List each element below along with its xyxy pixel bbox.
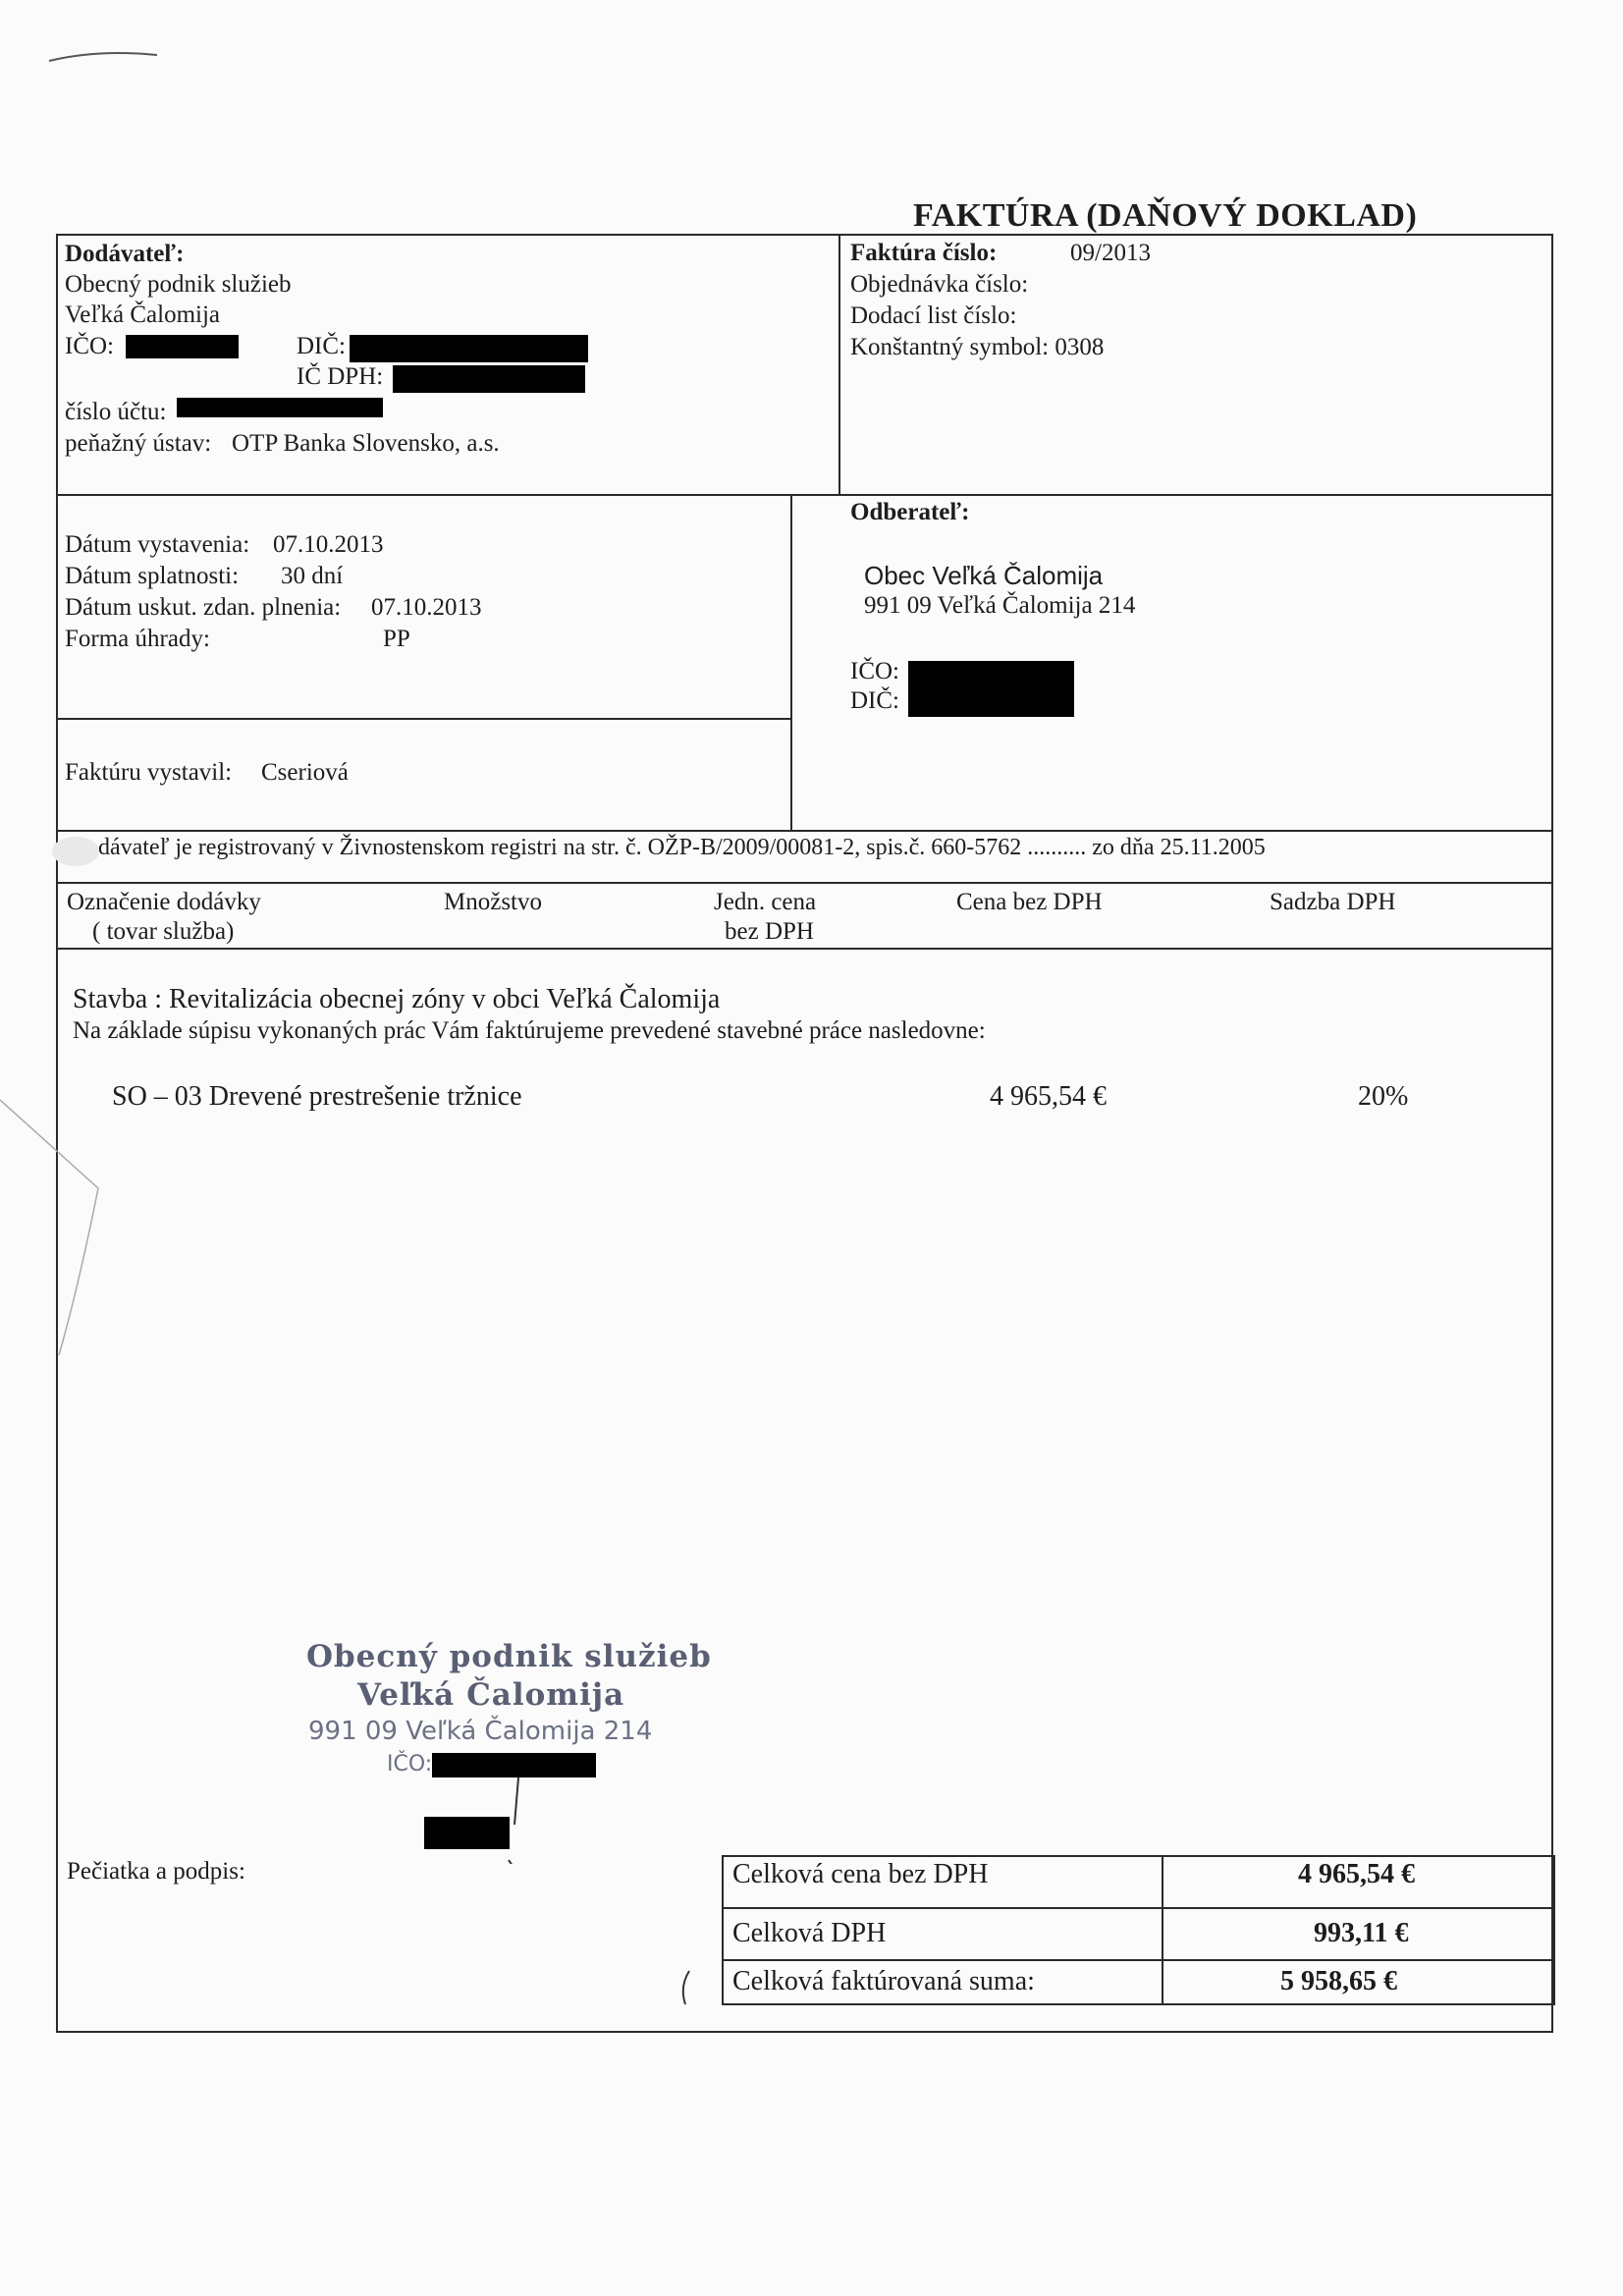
supplier-bank-value: OTP Banka Slovensko, a.s. [232, 430, 500, 457]
invoice-number-value: 09/2013 [1070, 240, 1151, 266]
col-unit-price-label-2: bez DPH [725, 918, 814, 945]
payment-method-value: PP [383, 626, 410, 652]
header-vertical-divider [839, 234, 840, 494]
due-date-value: 30 dní [281, 563, 344, 589]
customer-name: Obec Veľká Čalomija [864, 561, 1104, 590]
item-price: 4 965,54 € [990, 1081, 1107, 1112]
registry-note: dávateľ je registrovaný v Živnostenskom registri na str. č. OŽP-B/2009/00081-2, spis.č. 660-5762 .......... zo dňa 25.11.2005 [98, 835, 1266, 860]
redaction-bar [350, 335, 588, 362]
issued-by-label: Faktúru vystavil: [65, 759, 233, 786]
stamp-line-3: 991 09 Veľká Čalomija 214 [308, 1717, 653, 1746]
supplier-dic-label: DIČ: [297, 333, 346, 359]
totals-row-divider [722, 1907, 1555, 1909]
redaction-bar [432, 1753, 596, 1777]
taxable-date-value: 07.10.2013 [371, 594, 482, 621]
redaction-bar [126, 335, 239, 358]
paper-tear-mark [52, 837, 99, 866]
issue-date-value: 07.10.2013 [273, 531, 384, 558]
supplier-bank-label: peňažný ústav: [65, 430, 212, 457]
issue-date-label: Dátum vystavenia: [65, 531, 250, 558]
signature-stroke [491, 1776, 530, 1864]
total-sum-value: 5 958,65 € [1280, 1966, 1397, 1996]
redaction-bar [393, 365, 585, 393]
col-quantity-label: Množstvo [444, 889, 542, 915]
frame-bottom-line [56, 2031, 1553, 2033]
dates-bottom-line [56, 718, 792, 720]
customer-address: 991 09 Veľká Čalomija 214 [864, 592, 1136, 619]
stamp-line-1: Obecný podnik služieb [306, 1639, 712, 1674]
total-vat-label: Celková DPH [732, 1918, 887, 1948]
paper-fold-edge [0, 1041, 108, 1434]
supplier-ic-dph-label: IČ DPH: [297, 363, 384, 390]
project-title: Stavba : Revitalizácia obecnej zóny v obci Veľká Čalomija [73, 984, 721, 1014]
total-vat-value: 993,11 € [1314, 1918, 1409, 1948]
registry-top-line [56, 830, 1553, 832]
redaction-bar [908, 661, 1074, 717]
issued-by-value: Cseriová [261, 759, 349, 786]
item-vat-rate: 20% [1358, 1081, 1409, 1112]
header-bottom-line [56, 494, 1553, 496]
total-net-label: Celková cena bez DPH [732, 1859, 989, 1889]
total-net-value: 4 965,54 € [1298, 1859, 1415, 1889]
supplier-account-label: číslo účtu: [65, 399, 167, 425]
taxable-date-label: Dátum uskut. zdan. plnenia: [65, 594, 342, 621]
col-item-label-2: ( tovar služba) [92, 918, 235, 945]
totals-row-divider [722, 1959, 1555, 1961]
order-number-label: Objednávka číslo: [850, 271, 1029, 298]
payment-method-label: Forma úhrady: [65, 626, 210, 652]
table-header-bottom-line [56, 948, 1553, 950]
col-unit-price-label-1: Jedn. cena [714, 889, 817, 915]
stamp-ico-label: IČO: [387, 1752, 433, 1777]
col-price-label: Cena bez DPH [956, 889, 1103, 915]
totals-column-divider [1162, 1855, 1163, 2005]
redaction-bar [177, 398, 383, 417]
invoice-number-label: Faktúra číslo: [850, 240, 998, 266]
supplier-town: Veľká Čalomija [65, 301, 221, 328]
total-sum-label: Celková faktúrovaná suma: [732, 1966, 1035, 1996]
signature-label: Pečiatka a podpis: [67, 1858, 245, 1885]
pen-mark [676, 1969, 695, 2008]
frame-right-line [1551, 234, 1553, 2033]
invoice-title: FAKTÚRA (DAŇOVÝ DOKLAD) [913, 197, 1418, 234]
supplier-ico-label: IČO: [65, 333, 114, 359]
frame-top-line [56, 234, 1553, 236]
stamp-line-2: Veľká Čalomija [357, 1677, 625, 1713]
due-date-label: Dátum splatnosti: [65, 563, 240, 589]
scan-mark [39, 39, 167, 79]
customer-ico-label: IČO: [850, 658, 899, 684]
col-vat-rate-label: Sadzba DPH [1270, 889, 1396, 915]
constant-symbol: Konštantný symbol: 0308 [850, 334, 1105, 360]
delivery-note-label: Dodací list číslo: [850, 302, 1017, 329]
customer-heading: Odberateľ: [850, 499, 970, 525]
supplier-name: Obecný podnik služieb [65, 271, 292, 298]
supplier-heading: Dodávateľ: [65, 241, 185, 267]
registry-bottom-line [56, 882, 1553, 884]
intro-text: Na základe súpisu vykonaných prác Vám faktúrujeme prevedené stavebné práce nasledovne: [73, 1017, 986, 1044]
col-item-label-1: Označenie dodávky [67, 889, 261, 915]
item-name: SO – 03 Drevené prestrešenie tržnice [112, 1081, 522, 1112]
middle-vertical-divider [790, 494, 792, 831]
customer-dic-label: DIČ: [850, 687, 899, 714]
